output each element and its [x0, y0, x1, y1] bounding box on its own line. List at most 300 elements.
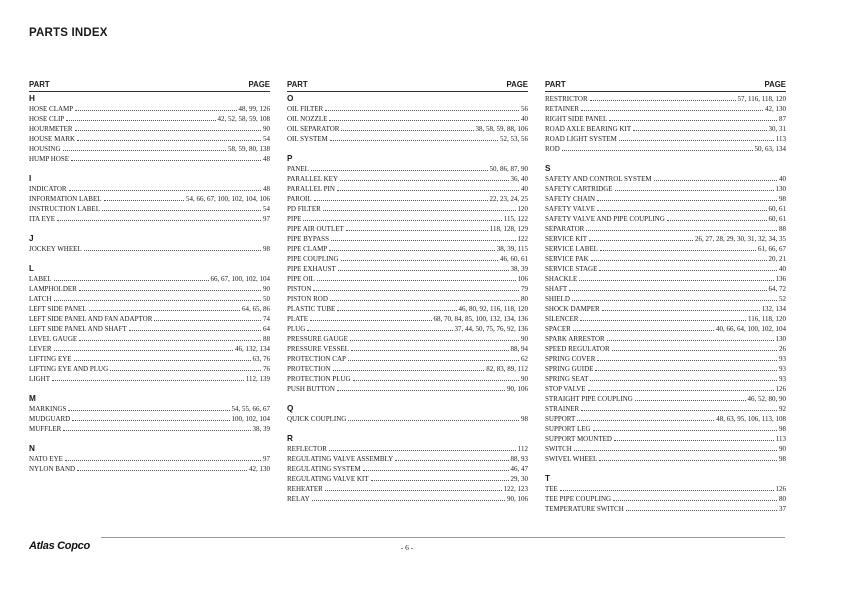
page-refs: 90, 106: [507, 385, 528, 393]
page-refs: 40: [521, 115, 528, 123]
dot-leader: [560, 490, 774, 491]
part-name: RELAY: [287, 495, 310, 503]
dot-leader: [588, 390, 774, 391]
dot-leader: [303, 220, 501, 221]
section-gap: [29, 164, 270, 174]
page-refs: 88: [779, 225, 786, 233]
index-entry: [287, 224, 528, 234]
index-entry: [29, 144, 270, 154]
page-refs: 63, 76: [252, 355, 270, 363]
index-entry: [29, 404, 270, 414]
part-name: LATCH: [29, 295, 52, 303]
part-name: HOURMETER: [29, 125, 73, 133]
dot-leader: [331, 240, 516, 241]
page-refs: 90, 106: [507, 495, 528, 503]
page-refs: 40: [779, 175, 786, 183]
part-name: PIPE OIL: [287, 275, 315, 283]
page-refs: 122: [517, 235, 528, 243]
part-name: REHEATER: [287, 485, 323, 493]
page-refs: 50: [263, 295, 270, 303]
index-entry: [545, 264, 786, 274]
dot-leader: [323, 210, 516, 211]
page-refs: 64: [263, 325, 270, 333]
part-name: LIGHT: [29, 375, 50, 383]
dot-leader: [69, 190, 261, 191]
dot-leader: [612, 350, 777, 351]
page-refs: 97: [263, 455, 270, 463]
page-title: PARTS INDEX: [29, 27, 108, 39]
section-letter: R: [287, 434, 293, 443]
page-refs: 48: [263, 185, 270, 193]
page-refs: 54: [263, 135, 270, 143]
dot-leader: [66, 120, 215, 121]
page-refs: 113: [775, 435, 786, 443]
dot-leader: [341, 130, 473, 131]
header-rule: [287, 91, 528, 92]
part-name: RETAINER: [545, 105, 580, 113]
page-refs: 76: [263, 365, 270, 373]
page-refs: 22, 23, 24, 25: [489, 195, 528, 203]
dot-leader: [599, 270, 777, 271]
section-gap: [287, 424, 528, 434]
index-entry: [29, 184, 270, 194]
index-entry: [287, 454, 528, 464]
page-refs: 48, 99, 126: [238, 105, 270, 113]
part-name: REFLECTOR: [287, 445, 327, 453]
part-name: LEFT SIDE PANEL AND FAN ADAPTOR: [29, 315, 153, 323]
page-refs: 90: [521, 335, 528, 343]
part-name: TEMPERATURE SWITCH: [545, 505, 624, 513]
page-refs: 82, 83, 89, 112: [486, 365, 528, 373]
page-refs: 116, 118, 120: [748, 315, 786, 323]
dot-leader: [329, 450, 516, 451]
page-refs: 60, 61: [768, 205, 786, 213]
dot-leader: [330, 140, 498, 141]
page-refs: 46, 52, 80, 90: [747, 395, 786, 403]
page-refs: 54: [263, 205, 270, 213]
part-name: PUSH BUTTON: [287, 385, 335, 393]
dot-leader: [348, 360, 519, 361]
part-name: SHACKLE: [545, 275, 578, 283]
page-refs: 46, 60, 61: [500, 255, 528, 263]
part-name: HUMP HOSE: [29, 155, 69, 163]
dot-leader: [77, 140, 261, 141]
part-name: PROTECTION CAP: [287, 355, 346, 363]
part-name: SUPPORT MOUNTED: [545, 435, 612, 443]
part-name: PISTON ROD: [287, 295, 328, 303]
index-entry: [29, 114, 270, 124]
dot-leader: [54, 280, 209, 281]
index-entry: [287, 304, 528, 314]
page-refs: 100, 102, 104: [231, 415, 270, 423]
dot-leader: [330, 300, 519, 301]
dot-leader: [329, 250, 494, 251]
part-name: PARALLEL KEY: [287, 175, 339, 183]
dot-leader: [154, 320, 261, 321]
index-entry: [287, 364, 528, 374]
dot-leader: [329, 120, 519, 121]
index-entry: [29, 154, 270, 164]
dot-leader: [71, 160, 261, 161]
page-refs: 122, 123: [503, 485, 528, 493]
dot-leader: [580, 320, 746, 321]
page-refs: 98: [521, 415, 528, 423]
part-name: SUPPORT LEG: [545, 425, 591, 433]
dot-leader: [89, 310, 240, 311]
part-name: LIFTING EYE: [29, 355, 72, 363]
index-entry: [545, 104, 786, 114]
page-refs: 80: [779, 495, 786, 503]
dot-leader: [104, 200, 184, 201]
part-name: HOSE CLIP: [29, 115, 65, 123]
dot-leader: [346, 230, 488, 231]
index-entry: [29, 194, 270, 204]
index-entry: [545, 124, 786, 134]
page-refs: 132, 134: [761, 305, 786, 313]
page-header: PAGE: [248, 80, 270, 89]
index-entry: [545, 144, 786, 154]
index-entry: [545, 114, 786, 124]
part-name: QUICK COUPLING: [287, 415, 347, 423]
dot-leader: [363, 470, 509, 471]
index-entry: [545, 444, 786, 454]
dot-leader: [102, 210, 261, 211]
index-entry: [29, 374, 270, 384]
page-refs: 88: [263, 335, 270, 343]
index-entry: [545, 234, 786, 244]
dot-leader: [52, 380, 244, 381]
index-entry: [287, 124, 528, 134]
index-entry: [29, 364, 270, 374]
page-refs: 50, 86, 87, 90: [489, 165, 528, 173]
index-entry: [545, 214, 786, 224]
page-refs: 118, 128, 129: [489, 225, 528, 233]
part-name: SHOCK DAMPER: [545, 305, 600, 313]
index-entry: [29, 424, 270, 434]
part-name: NATO EYE: [29, 455, 63, 463]
page-number: - 6 -: [400, 543, 414, 552]
part-name: SERVICE PAK: [545, 255, 589, 263]
index-entry: [545, 394, 786, 404]
page-refs: 40: [521, 185, 528, 193]
index-entry: [29, 414, 270, 424]
part-name: HOUSING: [29, 145, 61, 153]
index-entry: [287, 444, 528, 454]
dot-leader: [77, 470, 247, 471]
part-name: PIPE CLAMP: [287, 245, 328, 253]
page-header: PAGE: [506, 80, 528, 89]
dot-leader: [667, 220, 767, 221]
dot-leader: [577, 420, 714, 421]
page-refs: 64, 72: [768, 285, 786, 293]
page-refs: 92: [779, 405, 786, 413]
index-entry: [287, 344, 528, 354]
part-name: SAFETY VALVE: [545, 205, 595, 213]
page-refs: 66, 67, 100, 102, 104: [210, 275, 270, 283]
index-entry: [287, 414, 528, 424]
dot-leader: [602, 310, 760, 311]
page-refs: 90: [521, 375, 528, 383]
dot-leader: [129, 330, 261, 331]
part-name: SEPARATOR: [545, 225, 585, 233]
dot-leader: [307, 330, 452, 331]
part-name: STRAIGHT PIPE COUPLING: [545, 395, 633, 403]
section-letter: P: [287, 154, 293, 163]
dot-leader: [581, 410, 777, 411]
part-name: SHIELD: [545, 295, 570, 303]
part-name: RESTRICTOR: [545, 95, 588, 103]
index-entry: [29, 454, 270, 464]
dot-leader: [609, 120, 777, 121]
part-name: REGULATING VALVE ASSEMBLY: [287, 455, 394, 463]
index-entry: [287, 254, 528, 264]
page-refs: 54, 55, 66, 67: [231, 405, 270, 413]
part-name: ROD: [545, 145, 560, 153]
section-gap: [29, 224, 270, 234]
section-letter: I: [29, 174, 32, 183]
part-name: ROAD LIGHT SYSTEM: [545, 135, 617, 143]
part-name: ITA EYE: [29, 215, 56, 223]
index-entry: [287, 184, 528, 194]
dot-leader: [72, 420, 229, 421]
page-refs: 130: [775, 185, 786, 193]
dot-leader: [590, 380, 777, 381]
page-refs: 93: [779, 365, 786, 373]
page-refs: 50, 63, 134: [754, 145, 786, 153]
section-letter: O: [287, 94, 294, 103]
index-entry: [287, 264, 528, 274]
index-entry: [287, 284, 528, 294]
dot-leader: [79, 340, 261, 341]
dot-leader: [84, 250, 261, 251]
section-letter: H: [29, 94, 35, 103]
page-refs: 113: [775, 135, 786, 143]
index-column-3: [545, 80, 786, 514]
index-entry: [287, 334, 528, 344]
page-refs: 58, 59, 80, 138: [228, 145, 270, 153]
page-refs: 112: [517, 445, 528, 453]
page-refs: 97: [263, 215, 270, 223]
dot-leader: [310, 320, 432, 321]
index-entry: [545, 254, 786, 264]
index-entry: [287, 204, 528, 214]
index-entry: [29, 274, 270, 284]
dot-leader: [595, 370, 777, 371]
part-name: LEFT SIDE PANEL AND SHAFT: [29, 325, 127, 333]
part-name: INDICATOR: [29, 185, 67, 193]
part-name: TEE PIPE COUPLING: [545, 495, 612, 503]
section-gap: [287, 144, 528, 154]
page-refs: 90: [263, 125, 270, 133]
page-refs: 42, 130: [765, 105, 786, 113]
index-entry: [545, 364, 786, 374]
page-refs: 46, 80, 92, 116, 118, 120: [458, 305, 528, 313]
index-entry: [545, 304, 786, 314]
header-rule: [29, 91, 270, 92]
page-refs: 48, 63, 95, 106, 113, 108: [716, 415, 786, 423]
dot-leader: [593, 430, 777, 431]
page-refs: 88, 94: [510, 345, 528, 353]
dot-leader: [607, 340, 774, 341]
part-header: PART: [29, 80, 50, 89]
part-name: OIL SEPARATOR: [287, 125, 340, 133]
column-sections: [545, 94, 786, 514]
dot-leader: [614, 440, 774, 441]
part-header: PART: [545, 80, 566, 89]
index-entry: [545, 494, 786, 504]
index-entry: [287, 354, 528, 364]
part-name: SPARK ARRESTOR: [545, 335, 605, 343]
index-entry: [29, 134, 270, 144]
index-entry: [545, 284, 786, 294]
dot-leader: [597, 200, 777, 201]
part-name: PLASTIC TUBE: [287, 305, 336, 313]
index-entry: [545, 204, 786, 214]
page-refs: 112, 139: [245, 375, 270, 383]
page-refs: 90: [779, 445, 786, 453]
part-name: OIL SYSTEM: [287, 135, 328, 143]
dot-leader: [110, 370, 261, 371]
dot-leader: [57, 220, 261, 221]
dot-leader: [325, 110, 519, 111]
page-refs: 48: [263, 155, 270, 163]
part-name: PIPE BYPASS: [287, 235, 329, 243]
page-refs: 98: [263, 245, 270, 253]
index-entry: [545, 174, 786, 184]
dot-leader: [63, 430, 250, 431]
part-name: PAROIL: [287, 195, 312, 203]
column-sections: [287, 94, 528, 504]
dot-leader: [348, 420, 519, 421]
index-entry: [287, 474, 528, 484]
page-refs: 56: [521, 105, 528, 113]
section-gap: [287, 394, 528, 404]
section-gap: [29, 434, 270, 444]
index-entry: [287, 464, 528, 474]
index-entry: [29, 244, 270, 254]
dot-leader: [615, 190, 774, 191]
part-name: SAFETY CARTRIDGE: [545, 185, 613, 193]
column-header: [545, 80, 786, 90]
dot-leader: [395, 460, 508, 461]
part-name: INFORMATION LABEL: [29, 195, 102, 203]
part-name: PIPE: [287, 215, 302, 223]
index-entry: [29, 324, 270, 334]
index-entry: [287, 194, 528, 204]
part-name: INSTRUCTION LABEL: [29, 205, 100, 213]
index-entry: [545, 384, 786, 394]
part-name: PIPE AIR OUTLET: [287, 225, 344, 233]
index-entry: [545, 194, 786, 204]
dot-leader: [333, 370, 485, 371]
part-name: MUDGUARD: [29, 415, 71, 423]
part-name: NYLON BAND: [29, 465, 76, 473]
page-refs: 37, 44, 50, 75, 76, 92, 136: [454, 325, 528, 333]
page-refs: 130: [775, 335, 786, 343]
part-name: SAFETY VALVE AND PIPE COUPLING: [545, 215, 665, 223]
section-gap: [29, 384, 270, 394]
page-refs: 52: [779, 295, 786, 303]
index-entry: [287, 314, 528, 324]
part-name: STRAINER: [545, 405, 580, 413]
part-name: MARKINGS: [29, 405, 67, 413]
part-name: MUFFLER: [29, 425, 62, 433]
index-entry: [545, 434, 786, 444]
part-name: SPRING SEAT: [545, 375, 589, 383]
part-name: OIL FILTER: [287, 105, 324, 113]
index-entry: [29, 124, 270, 134]
part-name: SWITCH: [545, 445, 572, 453]
index-entry: [545, 374, 786, 384]
index-entry: [29, 314, 270, 324]
dot-leader: [371, 480, 509, 481]
index-entry: [29, 214, 270, 224]
page-refs: 38, 58, 59, 88, 106: [475, 125, 528, 133]
part-name: PLUG: [287, 325, 306, 333]
page-refs: 42, 130: [249, 465, 270, 473]
index-entry: [545, 424, 786, 434]
section-gap: [545, 464, 786, 474]
page-refs: 93: [779, 355, 786, 363]
page-refs: 29, 30: [510, 475, 528, 483]
page-refs: 68, 70, 84, 85, 100, 132, 134, 136: [433, 315, 528, 323]
index-entry: [545, 184, 786, 194]
section-gap: [29, 254, 270, 264]
index-entry: [29, 294, 270, 304]
dot-leader: [589, 240, 693, 241]
part-name: OIL NOZZLE: [287, 115, 328, 123]
dot-leader: [74, 360, 251, 361]
dot-leader: [311, 170, 488, 171]
page-refs: 36, 40: [510, 175, 528, 183]
part-name: SPACER: [545, 325, 571, 333]
dot-leader: [619, 140, 774, 141]
dot-leader: [581, 110, 763, 111]
dot-leader: [351, 350, 509, 351]
part-name: SAFETY CHAIN: [545, 195, 596, 203]
index-entry: [29, 354, 270, 364]
part-name: LEVEL GAUGE: [29, 335, 78, 343]
index-entry: [287, 484, 528, 494]
index-entry: [29, 304, 270, 314]
index-entry: [545, 324, 786, 334]
dot-leader: [63, 150, 227, 151]
page-refs: 62: [521, 355, 528, 363]
index-entry: [545, 454, 786, 464]
dot-leader: [337, 310, 456, 311]
part-name: JOCKEY WHEEL: [29, 245, 82, 253]
part-name: SPEED REGULATOR: [545, 345, 610, 353]
part-name: PROTECTION PLUG: [287, 375, 351, 383]
page-refs: 115, 122: [503, 215, 528, 223]
part-name: PARALLEL PIN: [287, 185, 335, 193]
index-entry: [287, 494, 528, 504]
dot-leader: [572, 300, 777, 301]
dot-leader: [337, 190, 519, 191]
dot-leader: [613, 500, 777, 501]
part-name: LIFTING EYE AND PLUG: [29, 365, 109, 373]
part-name: REGULATING VALVE KIT: [287, 475, 369, 483]
index-entry: [545, 414, 786, 424]
index-entry: [287, 174, 528, 184]
page-refs: 38, 39, 115: [496, 245, 528, 253]
page-refs: 98: [779, 455, 786, 463]
index-entry: [545, 504, 786, 514]
page-refs: 42, 52, 58, 59, 108: [217, 115, 270, 123]
index-column-2: [287, 80, 528, 504]
index-entry: [545, 274, 786, 284]
part-name: ROAD AXLE BEARING KIT: [545, 125, 632, 133]
